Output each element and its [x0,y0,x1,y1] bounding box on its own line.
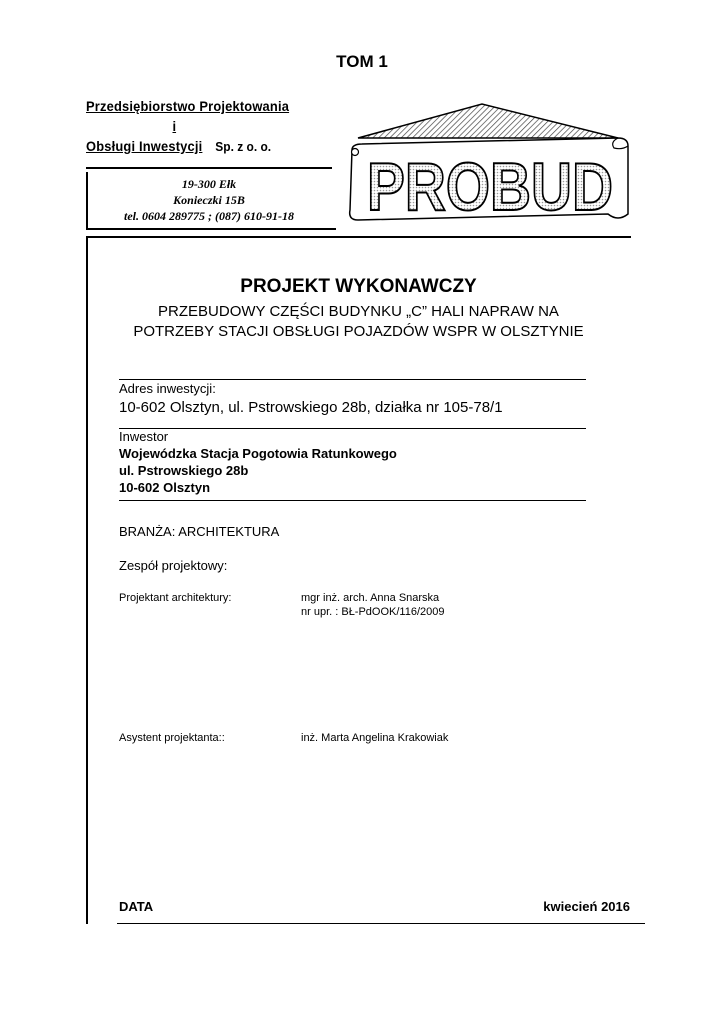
company-address [88,176,330,224]
company-name [86,96,316,157]
company-phone: tel. 0604 289775 ; (087) 610-91-18 [124,209,294,223]
logo-text: PROBUD [367,149,613,222]
architect-label: Projektant architektury: [119,592,232,604]
divider-investment-top [119,379,586,380]
project-subtitle [86,302,631,342]
divider-investor-bottom [119,500,586,501]
company-divider [86,167,332,169]
project-subtitle-line1: PRZEBUDOWY CZĘŚCI BUDYNKU „C” HALI NAPRAW NA [158,303,559,320]
investment-address-label: Adres inwestycji: [119,381,216,396]
date-label: DATA [119,899,154,914]
investment-address-value: 10-602 Olsztyn, ul. Pstrowskiego 28b, działka nr 105-78/1 [119,399,503,416]
assistant-name: inż. Marta Angelina Krakowiak [301,732,449,744]
date-value: kwiecień 2016 [543,899,630,914]
volume-label: TOM 1 [336,52,388,71]
footer-divider [117,923,645,924]
roof-shape [358,104,618,138]
investor-name: Wojewódzka Stacja Pogotowia Ratunkowego [119,446,397,461]
branch-label: BRANŻA: ARCHITEKTURA [119,524,280,539]
company-suffix: Sp. z o. o. [215,139,272,154]
company-name-line2: i [172,118,177,134]
project-title: PROJEKT WYKONAWCZY [240,276,477,297]
frame-top-border [86,236,631,238]
company-name-line1: Przedsiębiorstwo Projektowania [86,98,290,114]
assistant-label: Asystent projektanta:: [119,732,225,744]
project-subtitle-line2: POTRZEBY STACJI OBSŁUGI POJAZDÓW WSPR W OLSZTYNIE [133,323,584,340]
company-address-line2: Konieczki 15B [173,193,245,207]
divider-investor-top [119,428,586,429]
company-address-line1: 19-300 Ełk [181,177,237,191]
investor-street: ul. Pstrowskiego 28b [119,463,249,478]
investor-label: Inwestor [119,429,169,444]
architect-license: nr upr. : BŁ-PdOOK/116/2009 [301,606,445,618]
architect-name: mgr inż. arch. Anna Snarska [301,592,440,604]
team-label: Zespół projektowy: [119,558,228,573]
probud-logo [346,102,636,222]
investor-city: 10-602 Olsztyn [119,480,211,495]
company-name-line3: Obsługi Inwestycji [86,138,203,154]
